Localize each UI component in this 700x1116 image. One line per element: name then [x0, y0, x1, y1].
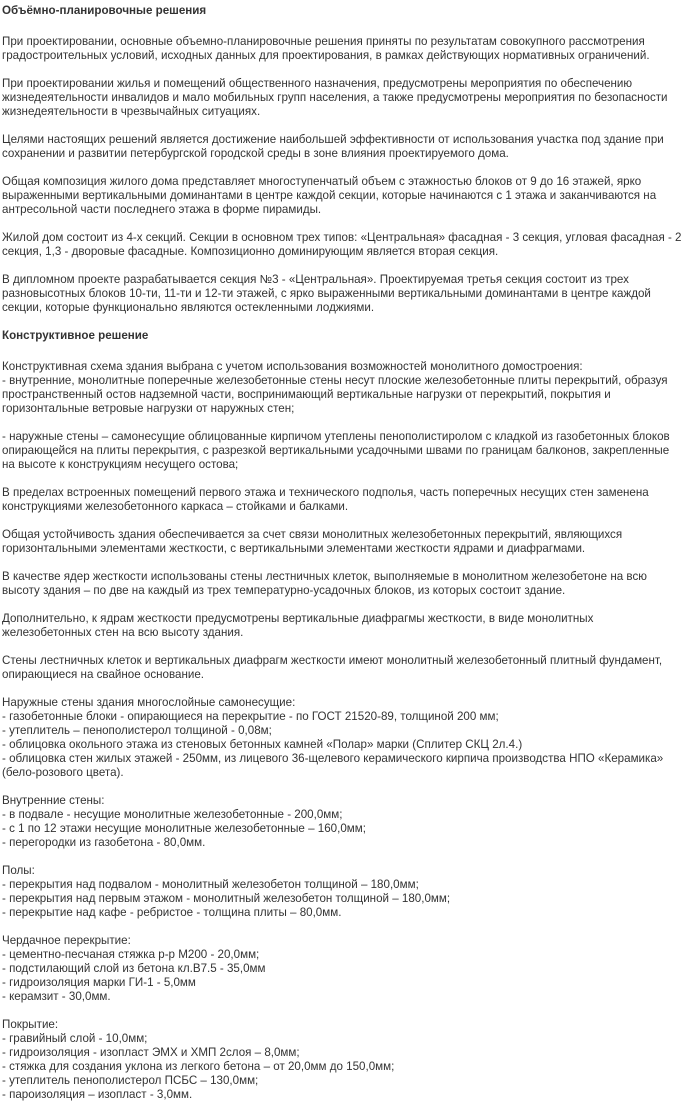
list-block-floors: Полы: - перекрытия над подвалом - монолитный железобетон толщиной – 180,0мм; - перекрытия над первым этажом - монолитный железобетон толщиной – 180,0мм; - перекрытие над кафе - ребристое - толщина плиты – 80,0мм.	[2, 864, 451, 919]
paragraph: - наружные стены – самонесущие облицованные кирпичом утеплены пенополистиролом с кладкой из газобетонных блоков опирающейся на плиты перекрытия, с разрезкой вертикальными усадочными швами по границам балконов, закрепленные на высоте к конструкциям несущего остова;	[2, 430, 670, 471]
list-block-roof: Покрытие: - гравийный слой - 10,0мм; - гидроизоляция - изопласт ЭМХ и ХМП 2слоя – 8,0мм; - стяжка для создания уклона из легкого бетона – от 20,0мм до 150,0мм; - утеплитель пенополистерол ПСБС – 130,0мм; - пароизоляция – изопласт - 3,0мм.	[2, 1018, 395, 1101]
paragraph: В пределах встроенных помещений первого этажа и технического подполья, часть поперечных несущих стен заменена конструкциями железобетонного каркаса – стойками и балками.	[2, 486, 649, 513]
paragraph: Жилой дом состоит из 4-х секций. Секции в основном трех типов: «Центральная» фасадная - 3 секция, угловая фасадная - 2 секция, 1,3 - дворовые фасадные. Композиционно доминирующим является вторая секция.	[2, 231, 682, 258]
section-heading-planning: Объёмно-планировочные решения	[2, 4, 207, 17]
list-block-interior-walls: Внутренние стены: - в подвале - несущие монолитные железобетонные - 200,0мм; - с 1 по 12 этажи несущие монолитные железобетонные – 160,0мм; - перегородки из газобетона - 80,0мм.	[2, 794, 366, 849]
paragraph: Дополнительно, к ядрам жесткости предусмотрены вертикальные диафрагмы жесткости, в виде монолитных железобетонных стен на всю высоту здания.	[2, 612, 594, 639]
paragraph: В качестве ядер жесткости использованы стены лестничных клеток, выполняемые в монолитном железобетоне на всю высоту здания – по две на каждый из трех температурно-усадочных блоков, из которых состоит здание.	[2, 570, 647, 597]
paragraph: Целями настоящих решений является достижение наибольшей эффективности от использования участка под здание при сохранении и развитии петербургской городской среды в зоне влияния проектируемого дома.	[2, 133, 664, 160]
paragraph: Общая устойчивость здания обеспечивается за счет связи монолитных железобетонных перекрытий, являющихся горизонтальными элементами жесткости, с вертикальными элементами жесткости ядрами и диафрагмами.	[2, 528, 623, 555]
paragraph: Стены лестничных клеток и вертикальных диафрагм жесткости имеют монолитный железобетонный плитный фундамент, опирающиеся на свайное основание.	[2, 654, 663, 681]
paragraph: При проектировании жилья и помещений общественного назначения, предусмотрены мероприятия по обеспечению жизнедеятельности инвалидов и мало мобильных групп населения, а также предусмотрены мероприятия по безопасности жизнедеятельности в чрезвычайных ситуациях.	[2, 77, 668, 118]
section-heading-structural: Конструктивное решение	[2, 329, 149, 342]
paragraph: В дипломном проекте разрабатывается секция №3 - «Центральная». Проектируемая третья секция состоит из трех разновысотных блоков 10-ти, 11-ти и 12-ти этажей, с ярко выраженными вертикальными доминантами в центре каждой секции, которые функционально являются остекленными лоджиями.	[2, 273, 651, 314]
list-block-attic-floor: Чердачное перекрытие: - цементно-песчаная стяжка р-р М200 - 20,0мм; - подстилающий слой из бетона кл.В7.5 - 35,0мм - гидроизоляция марки ГИ-1 - 5,0мм - керамзит - 30,0мм.	[2, 934, 266, 1003]
paragraph: При проектировании, основные объемно-планировочные решения приняты по результатам совокупного рассмотрения градостроительных условий, исходных данных для проектирования, в рамках действующих нормативных ограничений.	[2, 35, 650, 62]
list-block-exterior-walls: Наружные стены здания многослойные самонесущие: - газобетонные блоки - опирающиеся на перекрытие - по ГОСТ 21520-89, толщиной 200 мм; - утеплитель – пенополистерол толщиной - 0,08м; - облицовка окольного этажа из стеновых бетонных камней «Полар» марки (Сплитер СКЦ 2л.4.) - облицовка стен жилых этажей - 250мм, из лицевого 36-щелевого керамического кирпича производства НПО «Керамика» (бело-розового цвета).	[2, 696, 664, 779]
paragraph: Общая композиция жилого дома представляет многоступенчатый объем с этажностью блоков от 9 до 16 этажей, ярко выраженными вертикальными доминантами в центре каждой секции, которые начинаются с 1 этажа и заканчиваются на антресольной части последнего этажа в форме пирамиды.	[2, 175, 657, 216]
paragraph: Конструктивная схема здания выбрана с учетом использования возможностей монолитного домостроения: - внутренние, монолитные поперечные железобетонные стены несут плоские железобетонные плиты перекрытий, образуя пространственный остов надземной части, воспринимающий вертикальные нагрузки от перекрытий, покрытия и горизонтальные ветровые нагрузки от наружных стен;	[2, 360, 668, 415]
